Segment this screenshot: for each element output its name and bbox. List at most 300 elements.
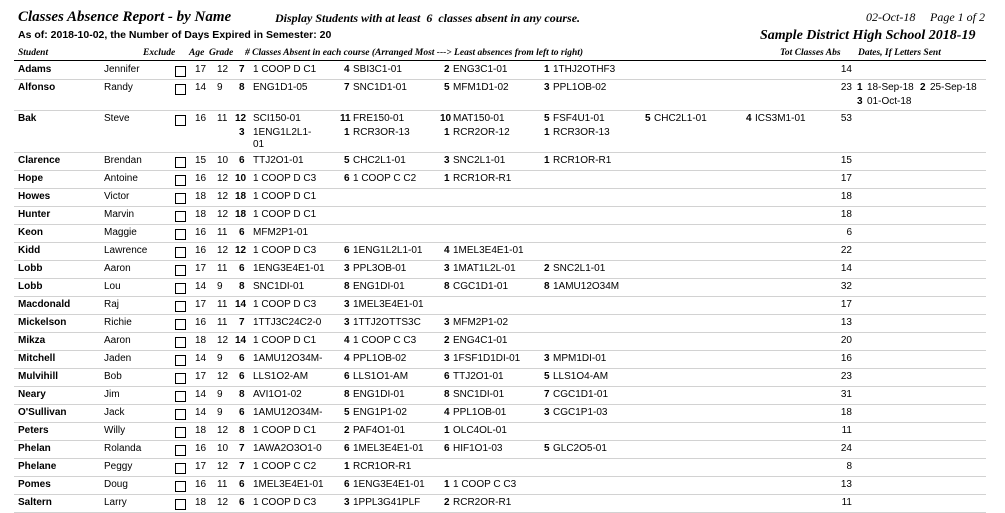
course-code: LLS1O4-AM	[553, 371, 609, 382]
absence-count: 8	[239, 82, 245, 93]
course-code: TTJ2O1-01	[453, 371, 504, 382]
course-code: ENG1DI-01	[353, 389, 405, 400]
course-code: ENG1D1-05	[253, 82, 308, 93]
student-grade: 12	[217, 173, 229, 184]
course-code: 1AMU12O34M-	[253, 407, 323, 418]
total-absences: 13	[840, 317, 852, 328]
table-row	[0, 477, 1005, 495]
table-row	[0, 111, 1005, 153]
student-first-name: Lawrence	[104, 245, 148, 256]
student-last-name: Adams	[18, 64, 52, 75]
course-code: SCI150-01	[253, 113, 301, 124]
total-absences: 15	[840, 155, 852, 166]
absence-count: 3	[444, 353, 450, 364]
student-grade: 12	[217, 64, 229, 75]
student-grade: 9	[217, 353, 223, 364]
absence-count: 14	[235, 299, 247, 310]
student-first-name: Marvin	[104, 209, 135, 220]
table-row	[0, 62, 1005, 80]
course-code: SNC2L1-01	[453, 155, 506, 166]
absence-count: 6	[344, 443, 350, 454]
student-age: 16	[195, 227, 207, 238]
subtitle-pre: Display Students with at least	[275, 11, 421, 25]
letter-number: 1	[857, 82, 863, 93]
course-code: RCR1OR-R1	[453, 173, 512, 184]
student-last-name: Mikza	[18, 335, 46, 346]
course-code: 1 COOP D C1	[253, 64, 317, 75]
table-row	[0, 225, 1005, 243]
student-grade: 12	[217, 191, 229, 202]
student-age: 14	[195, 389, 207, 400]
column-header-student: Student	[18, 48, 49, 58]
absence-count: 5	[544, 113, 550, 124]
absence-count: 4	[444, 245, 450, 256]
course-code: 1 COOP D C3	[253, 299, 317, 310]
table-row	[0, 80, 1005, 111]
course-code: GLC2O5-01	[553, 443, 607, 454]
student-grade: 11	[217, 113, 228, 124]
absence-count: 3	[344, 299, 350, 310]
absence-count: 6	[239, 155, 245, 166]
course-code: MFM2P1-01	[253, 227, 309, 238]
student-age: 17	[195, 461, 207, 472]
table-row	[0, 441, 1005, 459]
course-code: 1MEL3E4E1-01	[453, 245, 524, 256]
letter-date: 01-Oct-18	[867, 96, 912, 107]
total-absences: 20	[840, 335, 852, 346]
student-first-name: Brendan	[104, 155, 142, 166]
student-first-name: Jim	[104, 389, 120, 400]
absence-count: 2	[544, 263, 550, 274]
exclude-checkbox[interactable]	[175, 229, 186, 240]
table-row	[0, 459, 1005, 477]
student-last-name: Mickelson	[18, 317, 67, 328]
absence-count: 2	[344, 425, 350, 436]
absence-count: 14	[235, 335, 247, 346]
student-age: 17	[195, 299, 207, 310]
student-last-name: Saltern	[18, 497, 52, 508]
absence-count: 6	[239, 353, 245, 364]
table-row	[0, 297, 1005, 315]
course-code: MPM1DI-01	[553, 353, 607, 364]
student-age: 16	[195, 443, 207, 454]
total-absences: 23	[840, 371, 852, 382]
course-code: 1ENG3E4E1-01	[353, 479, 425, 490]
course-code: 1ENG1L2L1-	[253, 127, 312, 138]
course-code: 1 COOP C C2	[353, 173, 417, 184]
exclude-checkbox[interactable]	[175, 427, 186, 438]
course-code: 1 COOP D C3	[253, 245, 317, 256]
student-grade: 12	[217, 245, 229, 256]
absence-count: 1	[544, 155, 550, 166]
exclude-checkbox[interactable]	[175, 301, 186, 312]
absence-count: 8	[444, 281, 450, 292]
exclude-checkbox[interactable]	[175, 211, 186, 222]
total-absences: 23	[840, 82, 852, 93]
absence-count: 2	[444, 335, 450, 346]
table-row	[0, 189, 1005, 207]
absence-count: 5	[645, 113, 651, 124]
student-age: 18	[195, 209, 207, 220]
student-first-name: Richie	[104, 317, 132, 328]
report-subtitle	[275, 11, 580, 26]
course-code: 1MEL3E4E1-01	[253, 479, 324, 490]
absence-count: 1	[544, 64, 550, 75]
course-code: SNC2L1-01	[553, 263, 606, 274]
absence-count: 5	[444, 82, 450, 93]
student-last-name: Mulvihill	[18, 371, 58, 382]
course-code: ENG1P1-02	[353, 407, 407, 418]
absence-count: 1	[444, 479, 450, 490]
student-age: 17	[195, 371, 207, 382]
absence-count: 7	[239, 64, 245, 75]
student-first-name: Maggie	[104, 227, 137, 238]
absence-count: 5	[344, 155, 350, 166]
student-grade: 12	[217, 461, 229, 472]
table-row	[0, 153, 1005, 171]
student-first-name: Victor	[104, 191, 130, 202]
course-code: TTJ2O1-01	[253, 155, 304, 166]
column-header-courses: # Classes Absent in each course (Arranged Most ---> Least absences from left to right)	[245, 48, 584, 58]
absence-count: 5	[544, 443, 550, 454]
absence-count: 3	[444, 317, 450, 328]
course-code: SNC1DI-01	[253, 281, 305, 292]
total-absences: 53	[840, 113, 852, 124]
student-last-name: Kidd	[18, 245, 41, 256]
report-title: Classes Absence Report - by Name	[18, 9, 232, 25]
absence-count: 4	[344, 64, 350, 75]
absence-count: 7	[344, 82, 350, 93]
column-header-total: Tot Classes Abs	[780, 48, 841, 58]
absence-count: 2	[444, 497, 450, 508]
absence-count: 6	[344, 245, 350, 256]
letter-number: 2	[920, 82, 926, 93]
total-absences: 17	[840, 173, 852, 184]
absence-count: 6	[344, 371, 350, 382]
exclude-checkbox[interactable]	[175, 337, 186, 348]
student-age: 18	[195, 191, 207, 202]
total-absences: 8	[846, 461, 852, 472]
total-absences: 18	[840, 209, 852, 220]
course-code: SNC1DI-01	[453, 389, 505, 400]
course-code: RCR2OR-R1	[453, 497, 512, 508]
total-absences: 18	[840, 191, 852, 202]
student-first-name: Jack	[104, 407, 125, 418]
course-code-wrap: 01	[253, 139, 265, 150]
letter-date: 25-Sep-18	[930, 82, 977, 93]
page-indicator: Page 1 of 2	[930, 10, 985, 24]
course-code: AVI1O1-02	[253, 389, 302, 400]
course-code: 1ENG3E4E1-01	[253, 263, 325, 274]
course-code: 1 COOP C C3	[453, 479, 517, 490]
total-absences: 22	[840, 245, 852, 256]
report-date: 02-Oct-18	[866, 10, 916, 24]
exclude-checkbox[interactable]	[175, 283, 186, 294]
course-code: CHC2L1-01	[353, 155, 406, 166]
table-row	[0, 351, 1005, 369]
student-grade: 11	[217, 227, 228, 238]
absence-count: 8	[239, 425, 245, 436]
course-code: 1 COOP D C1	[253, 209, 317, 220]
student-grade: 11	[217, 299, 228, 310]
student-first-name: Randy	[104, 82, 133, 93]
student-first-name: Antoine	[104, 173, 138, 184]
absence-count: 1	[444, 425, 450, 436]
student-grade: 9	[217, 407, 223, 418]
course-code: CHC2L1-01	[654, 113, 707, 124]
course-code: LLS1O2-AM	[253, 371, 309, 382]
absence-count: 1	[544, 127, 550, 138]
absence-count: 4	[344, 335, 350, 346]
exclude-checkbox[interactable]	[175, 409, 186, 420]
student-age: 17	[195, 263, 207, 274]
student-age: 14	[195, 281, 207, 292]
absence-count: 7	[239, 317, 245, 328]
exclude-checkbox[interactable]	[175, 445, 186, 456]
student-last-name: Pomes	[18, 479, 51, 490]
exclude-checkbox[interactable]	[175, 193, 186, 204]
student-age: 18	[195, 335, 207, 346]
student-age: 14	[195, 353, 207, 364]
absence-count: 3	[444, 263, 450, 274]
student-last-name: Lobb	[18, 281, 43, 292]
student-age: 16	[195, 479, 207, 490]
course-code: CGC1P1-03	[553, 407, 608, 418]
absence-count: 6	[239, 497, 245, 508]
student-age: 16	[195, 173, 207, 184]
student-first-name: Larry	[104, 497, 127, 508]
absence-count: 6	[444, 371, 450, 382]
course-code: 1TTJ2OTTS3C	[353, 317, 421, 328]
absence-count: 6	[344, 173, 350, 184]
exclude-checkbox[interactable]	[175, 84, 186, 95]
absence-count: 6	[239, 407, 245, 418]
student-first-name: Willy	[104, 425, 126, 436]
student-age: 18	[195, 425, 207, 436]
student-last-name: Alfonso	[18, 82, 56, 93]
student-last-name: Bak	[18, 113, 37, 124]
absence-count: 10	[235, 173, 247, 184]
total-absences: 24	[840, 443, 852, 454]
student-last-name: Phelane	[18, 461, 57, 472]
exclude-checkbox[interactable]	[175, 463, 186, 474]
absence-count: 4	[746, 113, 752, 124]
absence-count: 8	[239, 389, 245, 400]
exclude-checkbox[interactable]	[175, 265, 186, 276]
exclude-checkbox[interactable]	[175, 66, 186, 77]
student-first-name: Peggy	[104, 461, 133, 472]
student-last-name: Lobb	[18, 263, 43, 274]
course-code: MAT150-01	[453, 113, 505, 124]
student-grade: 9	[217, 389, 223, 400]
total-absences: 11	[841, 425, 852, 436]
absence-count: 6	[239, 371, 245, 382]
as-of-line: As of: 2018-10-02, the Number of Days Expired in Semester: 20	[18, 29, 332, 41]
exclude-checkbox[interactable]	[175, 319, 186, 330]
course-code: 1MAT1L2L-01	[453, 263, 516, 274]
student-last-name: O'Sullivan	[18, 407, 67, 418]
course-code: RCR3OR-13	[353, 127, 410, 138]
table-row	[0, 171, 1005, 189]
course-code: 1 COOP D C3	[253, 173, 317, 184]
student-age: 15	[195, 155, 207, 166]
student-last-name: Phelan	[18, 443, 51, 454]
course-code: RCR1OR-R1	[553, 155, 612, 166]
table-row	[0, 369, 1005, 387]
student-grade: 9	[217, 82, 223, 93]
letter-date: 18-Sep-18	[867, 82, 914, 93]
total-absences: 32	[840, 281, 852, 292]
absence-count: 1	[344, 461, 350, 472]
column-header-dates: Dates, If Letters Sent	[858, 48, 941, 58]
absence-count: 6	[239, 263, 245, 274]
total-absences: 6	[846, 227, 852, 238]
student-first-name: Raj	[104, 299, 120, 310]
table-row	[0, 243, 1005, 261]
total-absences: 16	[840, 353, 852, 364]
course-code: OLC4OL-01	[453, 425, 507, 436]
student-grade: 12	[217, 209, 229, 220]
course-code: 1TTJ3C24C2-0	[253, 317, 322, 328]
student-grade: 12	[217, 335, 229, 346]
student-last-name: Peters	[18, 425, 49, 436]
course-code: ENG1DI-01	[353, 281, 405, 292]
course-code: 1AWA2O3O1-0	[253, 443, 322, 454]
student-grade: 11	[217, 317, 228, 328]
absence-count: 3	[444, 155, 450, 166]
absence-count: 3	[544, 353, 550, 364]
absence-count: 3	[544, 407, 550, 418]
total-absences: 14	[840, 64, 852, 75]
absence-count: 7	[239, 443, 245, 454]
exclude-checkbox[interactable]	[175, 115, 186, 126]
school-name: Sample District High School 2018-19	[760, 28, 976, 43]
absence-count: 12	[235, 113, 247, 124]
table-row	[0, 207, 1005, 225]
student-age: 17	[195, 64, 207, 75]
absence-count: 18	[235, 209, 247, 220]
student-grade: 11	[217, 263, 228, 274]
absence-count: 11	[340, 113, 351, 124]
total-absences: 14	[840, 263, 852, 274]
student-last-name: Macdonald	[18, 299, 71, 310]
student-last-name: Howes	[18, 191, 51, 202]
student-last-name: Keon	[18, 227, 43, 238]
absence-count: 3	[344, 263, 350, 274]
absence-count: 1	[444, 173, 450, 184]
student-first-name: Jaden	[104, 353, 132, 364]
table-row	[0, 495, 1005, 513]
subtitle-threshold: 6	[426, 11, 433, 25]
absence-count: 7	[544, 389, 550, 400]
absence-count: 10	[440, 113, 452, 124]
course-code: PPL1OB-02	[353, 353, 407, 364]
column-header-age: Age	[189, 48, 205, 58]
student-age: 14	[195, 407, 207, 418]
table-row	[0, 405, 1005, 423]
student-first-name: Steve	[104, 113, 130, 124]
absence-count: 3	[544, 82, 550, 93]
student-first-name: Lou	[104, 281, 121, 292]
student-grade: 12	[217, 371, 229, 382]
course-code: PAF4O1-01	[353, 425, 406, 436]
course-code: PPL1OB-01	[453, 407, 507, 418]
student-age: 16	[195, 317, 207, 328]
total-absences: 18	[840, 407, 852, 418]
course-code: ENG4C1-01	[453, 335, 508, 346]
exclude-checkbox[interactable]	[175, 175, 186, 186]
course-code: CGC1D1-01	[453, 281, 509, 292]
exclude-checkbox[interactable]	[175, 391, 186, 402]
letter-number: 3	[857, 96, 863, 107]
exclude-checkbox[interactable]	[175, 157, 186, 168]
table-row	[0, 261, 1005, 279]
student-last-name: Hunter	[18, 209, 51, 220]
course-code: HIF1O1-03	[453, 443, 503, 454]
absence-count: 3	[344, 317, 350, 328]
course-code: ENG3C1-01	[453, 64, 508, 75]
absence-count: 8	[344, 389, 350, 400]
absence-count: 4	[444, 407, 450, 418]
absence-count: 4	[344, 353, 350, 364]
student-last-name: Mitchell	[18, 353, 56, 364]
table-row	[0, 333, 1005, 351]
absence-count: 2	[444, 64, 450, 75]
absence-count: 7	[239, 461, 245, 472]
course-code: RCR2OR-12	[453, 127, 510, 138]
absence-count: 1	[444, 127, 450, 138]
student-grade: 12	[217, 497, 229, 508]
exclude-checkbox[interactable]	[175, 247, 186, 258]
course-code: MFM1D1-02	[453, 82, 509, 93]
table-row	[0, 315, 1005, 333]
absence-count: 3	[344, 497, 350, 508]
student-age: 14	[195, 82, 207, 93]
course-code: 1 COOP D C1	[253, 425, 317, 436]
exclude-checkbox[interactable]	[175, 481, 186, 492]
exclude-checkbox[interactable]	[175, 373, 186, 384]
course-code: PPL1OB-02	[553, 82, 607, 93]
course-code: 1THJ2OTHF3	[553, 64, 616, 75]
course-code: 1ENG1L2L1-01	[353, 245, 423, 256]
course-code: LLS1O1-AM	[353, 371, 409, 382]
student-last-name: Hope	[18, 173, 43, 184]
absence-count: 12	[235, 245, 247, 256]
course-code: FSF4U1-01	[553, 113, 605, 124]
absence-count: 6	[239, 227, 245, 238]
student-first-name: Doug	[104, 479, 128, 490]
course-code: SBI3C1-01	[353, 64, 402, 75]
course-code: 1MEL3E4E1-01	[353, 299, 424, 310]
student-age: 18	[195, 497, 207, 508]
course-code: 1 COOP C C2	[253, 461, 317, 472]
subtitle-post: classes absent in any course.	[438, 11, 581, 25]
exclude-checkbox[interactable]	[175, 355, 186, 366]
course-code: 1MEL3E4E1-01	[353, 443, 424, 454]
absence-count: 8	[344, 281, 350, 292]
column-header-exclude: Exclude	[143, 48, 176, 58]
student-first-name: Rolanda	[104, 443, 142, 454]
course-code: 1 COOP D C1	[253, 335, 317, 346]
student-age: 16	[195, 113, 207, 124]
absence-count: 8	[544, 281, 550, 292]
course-code: SNC1D1-01	[353, 82, 407, 93]
total-absences: 11	[841, 497, 852, 508]
absence-count: 6	[344, 479, 350, 490]
total-absences: 17	[840, 299, 852, 310]
course-code: FRE150-01	[353, 113, 405, 124]
absence-count: 1	[344, 127, 350, 138]
